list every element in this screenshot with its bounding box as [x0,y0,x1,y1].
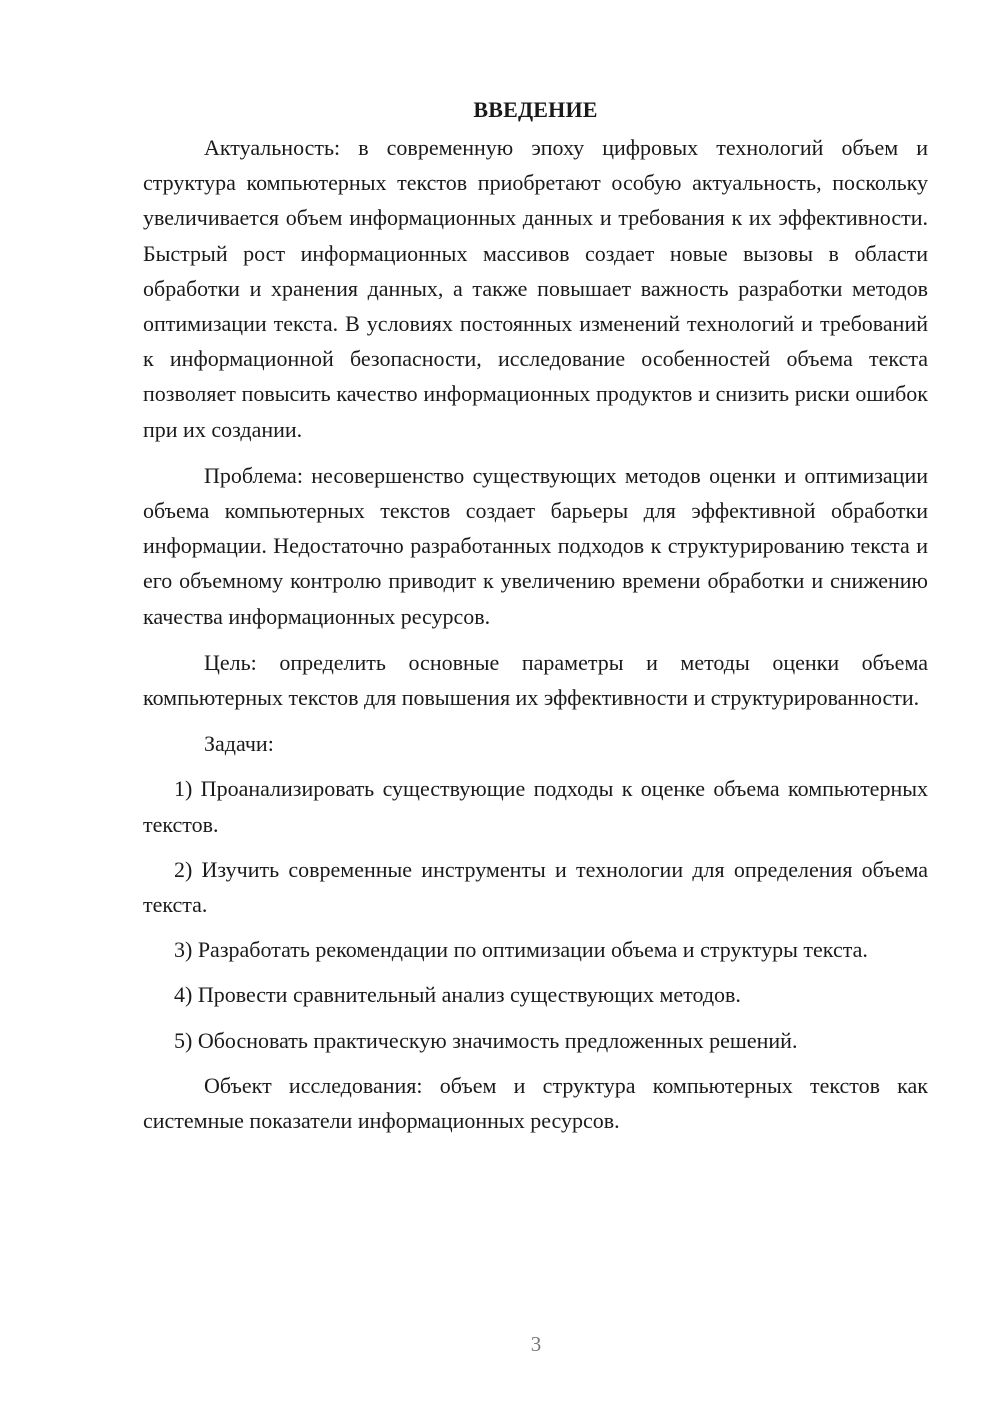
task-item: 2) Изучить современные инструменты и технологии для определения объема текста. [143,856,928,918]
relevance-paragraph: Актуальность: в современную эпоху цифровых технологий объем и структура компьютерных текстов приобретают особую актуальность, поскольку увеличивается объем информационных данных и требования к их эффективности. Быстрый рост информационных массивов создает новые вызовы в области обработки и хранения данных, а также повышает важность разработки методов оптимизации текста. В условиях постоянных изменений технологий и требований к информационной безопасности, исследование особенностей объема текста позволяет повысить качество информационных продуктов и снизить риски ошибок при их создании. [143,135,928,442]
task-item: 3) Разработать рекомендации по оптимизации объема и структуры текста. [174,937,868,963]
page-content [143,92,928,1149]
problem-paragraph: Проблема: несовершенство существующих методов оценки и оптимизации объема компьютерных текстов создает барьеры для эффективной обработки информации. Недостаточно разработанных подходов к структурированию текста и его объемному контролю приводит к увеличению времени обработки и снижению качества информационных ресурсов. [143,462,928,629]
page-number: 3 [530,1332,542,1356]
tasks-label: Задачи: [204,731,274,757]
goal-paragraph: Цель: определить основные параметры и методы оценки объема компьютерных текстов для повышения их эффективности и структурированности. [143,649,928,711]
object-paragraph: Объект исследования: объем и структура компьютерных текстов как системные показатели информационных ресурсов. [143,1072,928,1134]
section-heading: ВВЕДЕНИЕ [473,97,598,122]
task-item: 4) Провести сравнительный анализ существующих методов. [174,982,741,1008]
task-item: 1) Проанализировать существующие подходы к оценке объема компьютерных текстов. [143,776,928,837]
tasks-list [143,771,928,1057]
task-item: 5) Обосновать практическую значимость предложенных решений. [174,1027,798,1053]
